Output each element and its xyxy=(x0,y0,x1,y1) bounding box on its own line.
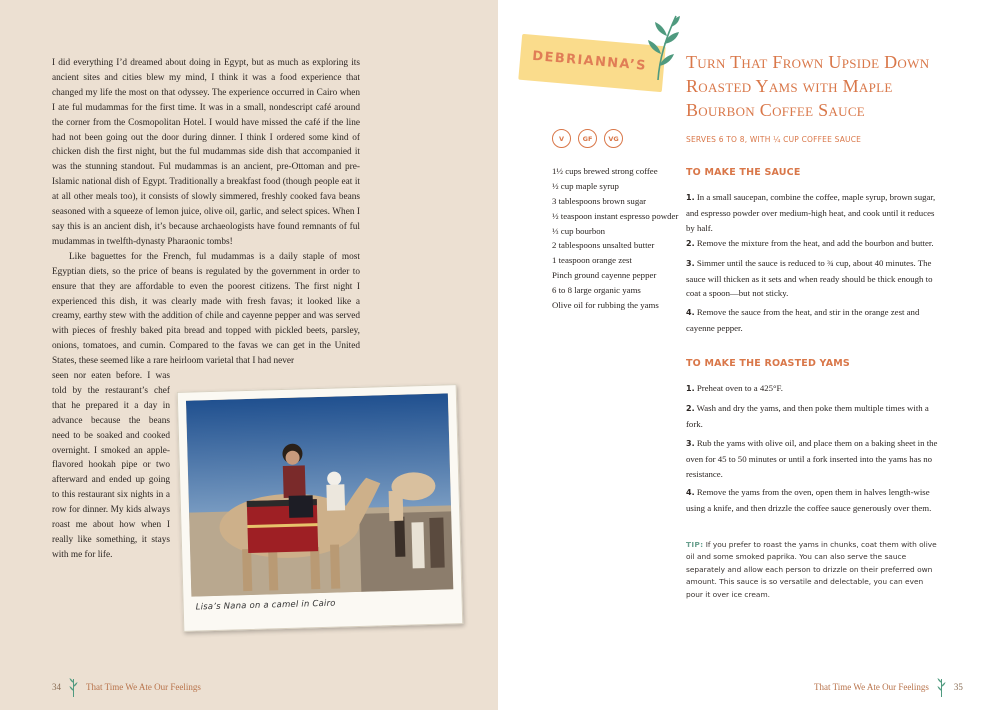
story-paragraph-2-continued: seen nor eaten before. I was told by the restaurant’s chef that he prepared it a day in advance because the beans need to be soaked and cooked overnight. I smoked an apple-flavored hookah pipe or two afterward and ended up going to this restaurant six nights in a row for dinner. My kids always roast me about how when I really like something, it stays with me for life. xyxy=(52,371,170,560)
page-number: 35 xyxy=(953,682,963,692)
ingredient-item: 1½ cups brewed strong coffee xyxy=(552,166,658,176)
sauce-step: 3. Simmer until the sauce is reduced to ¾ cup, about 40 minutes. The sauce will thicken as it sets and when ready should be thick enough to coat a spoon—but not sticky. xyxy=(686,257,933,299)
yam-step: 3. Rub the yams with olive oil, and place them on a baking sheet in the oven for 45 to 50 minutes or until a fork inserted into the yams has no resistance. xyxy=(686,437,938,479)
sprig-icon xyxy=(69,677,78,697)
page-number: 34 xyxy=(52,682,61,692)
book-title: That Time We Ate Our Feelings xyxy=(86,682,201,692)
ingredient-item: Pinch ground cayenne pepper xyxy=(552,270,657,281)
ingredient-list xyxy=(552,166,680,315)
ingredient-item: ½ teaspoon instant espresso powder xyxy=(552,210,679,221)
sauce-step: 4. Remove the sauce from the heat, and stir in the orange zest and cayenne pepper. xyxy=(686,307,920,334)
sauce-heading: TO MAKE THE SAUCE xyxy=(686,167,801,178)
sauce-step: 1. In a small saucepan, combine the coffee, maple syrup, brown sugar, and espresso powder over medium-high heat, and cook until it reduces by half. xyxy=(686,192,936,233)
vegetarian-badge-icon: V xyxy=(552,129,571,148)
tip-label: TIP: xyxy=(686,540,704,549)
book-title: That Time We Ate Our Feelings xyxy=(814,682,929,692)
vegan-badge-icon: VG xyxy=(604,129,623,148)
story-paragraph-1: I did everything I’d dreamed about doing in Egypt, but as much as exploring its ancient sites and cities blew my mind, I think it was a food experience that changed my life the most on that odyssey. The experience occurred in Cairo when I ate ful mudammas for the first time. It was in a small, nondescript café around the corner from the Cosmopolitan Hotel. I would have missed the café if the line had not been going out the door during dinner. I think I ordered some kind of chicken dish the first night, but the ful mudammas side dish that accompanied it was the stunning standout. Ful mudammas is an ancient, pre-Ottoman and pre-Islamic national dish of Egypt. Traditionally a breakfast food (though people eat it at all other meals too), it consists of slowly simmered, freshly cooked fava beans seasoned with a squeeze of lemon juice, olive oil, garlic, and select spices. When I say this is an ancient dish, it’s because archaeologists have found remnants of ful mudammas in twelfth-dynasty Pharaonic tombs! xyxy=(52,58,360,247)
camel-photo-illustration xyxy=(186,393,453,596)
yams-heading: TO MAKE THE ROASTED YAMS xyxy=(686,358,850,369)
sprig-icon xyxy=(937,677,946,697)
ingredient-item: ½ cup maple syrup xyxy=(552,180,619,191)
yam-step: 1. Preheat oven to a 425°F. xyxy=(686,383,783,393)
left-folio xyxy=(52,677,201,697)
tip-text: If you prefer to roast the yams in chunks, coat them with olive oil and some smoked paprika. You can also serve the sauce separately and allow each person to drizzle on their preferred own amount. This sauce is so versatile and delectable, you can even pour it over ice cream. xyxy=(686,540,937,599)
photo-card xyxy=(177,384,464,632)
leaf-sprig-icon xyxy=(646,14,680,80)
sauce-steps xyxy=(686,190,941,340)
yam-step: 4. Remove the yams from the oven, open them in halves length-wise using a knife, and then drizzle the coffee sauce generously over them. xyxy=(686,487,932,514)
ingredient-item: 2 tablespoons unsalted butter xyxy=(552,240,655,251)
ingredient-item: 6 to 8 large organic yams xyxy=(552,285,641,296)
camel-photo xyxy=(186,393,453,596)
recipe-tip xyxy=(686,539,942,601)
gluten-free-badge-icon: GF xyxy=(578,129,597,148)
ingredient-item: 3 tablespoons brown sugar xyxy=(552,195,647,206)
story-paragraph-2: Like baguettes for the French, ful mudammas is a daily staple of most Egyptian diets, so the price of beans is regulated by the government in order to ensure that they are affordable to even the poorest citizens. The first night I experienced this dish, it was clearly made with fresh favas; it looked like a creamy, earthy stew with the addition of chile and cayenne pepper and was served with pieces of freshly baked pita bread and topped with pickled beets, parsley, onions, tomatoes, and cumin. Compared to the favas we can get in the United States, these seemed like a rare heirloom varietal that I had never xyxy=(52,251,360,367)
ingredient-item: Olive oil for rubbing the yams xyxy=(552,300,659,311)
yam-step: 2. Wash and dry the yams, and then poke them multiple times with a fork. xyxy=(686,402,929,429)
author-banner-label: DEBRIANNA’S xyxy=(531,48,648,74)
photo-caption: Lisa’s Nana on a camel in Cairo xyxy=(195,598,336,613)
yam-steps xyxy=(686,381,941,520)
sauce-step: 2. Remove the mixture from the heat, and add the bourbon and butter. xyxy=(686,237,934,248)
ingredient-item: ⅓ cup bourbon xyxy=(552,225,606,236)
recipe-title: Turn That Frown Upside Down Roasted Yams with Maple Bourbon Coffee Sauce xyxy=(686,52,930,120)
right-folio xyxy=(814,677,963,697)
serves-info: SERVES 6 TO 8, WITH ¼ CUP COFFEE SAUCE xyxy=(686,135,862,144)
ingredient-item: 1 teaspoon orange zest xyxy=(552,255,632,266)
diet-badges xyxy=(552,129,623,148)
